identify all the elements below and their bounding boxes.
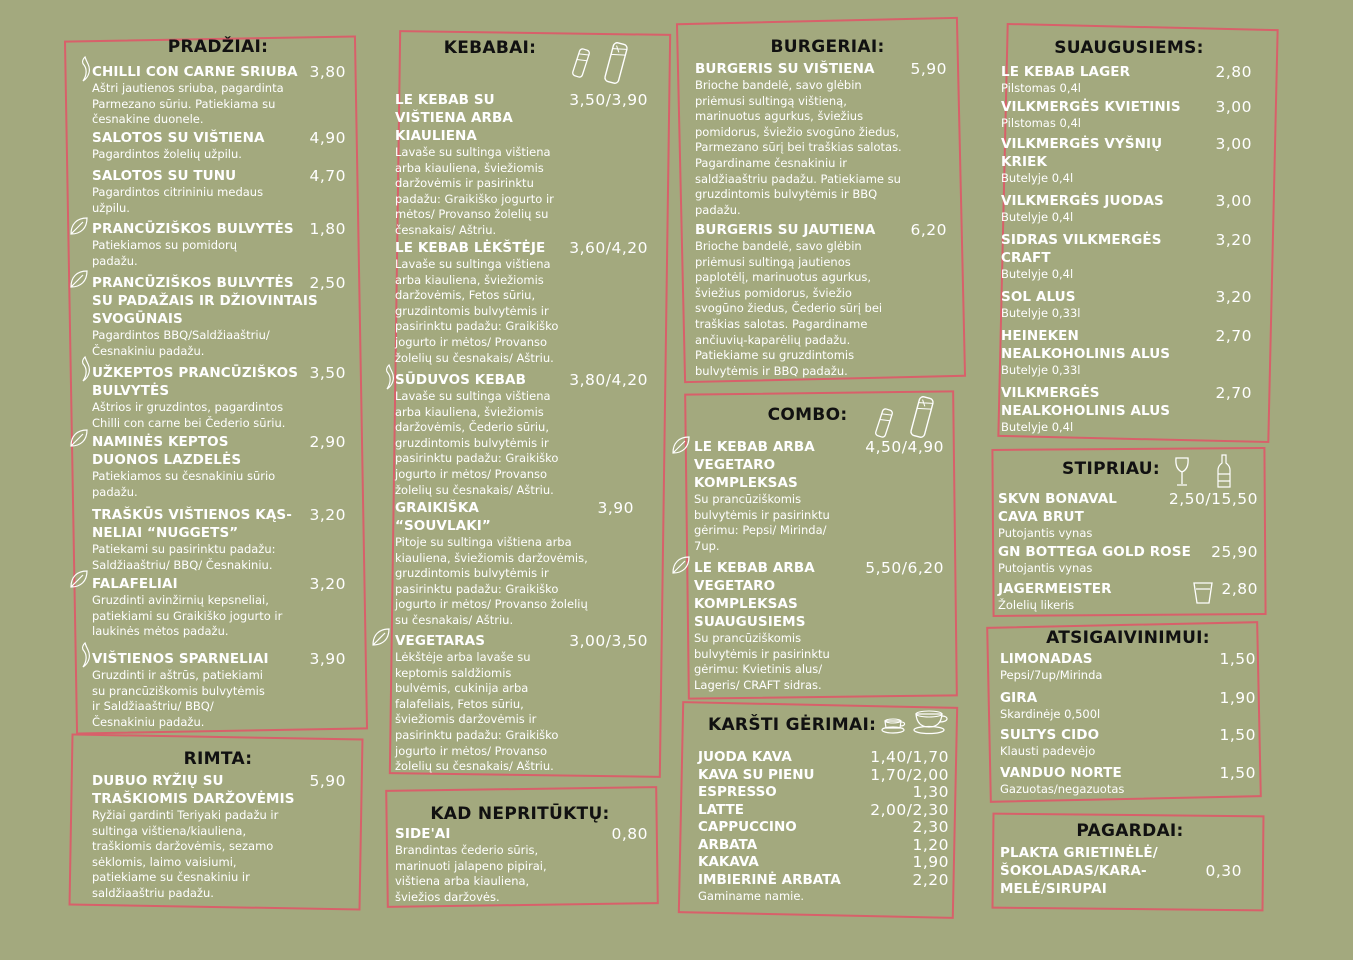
item-price: 1,20: [912, 835, 949, 854]
item-desc: Pagardintos žolelių užpilu.: [92, 147, 242, 161]
item-name: PRANCŪZIŠKOS BULVYTĖS: [92, 221, 294, 237]
menu-item: [1000, 650, 1256, 684]
item-desc: Aštri jautienos sriuba, pagardinta Parmezano sūriu. Patiekiama su česnakine duonele.: [92, 81, 284, 127]
item-desc: Žolelių likeris: [998, 598, 1075, 612]
item-name: KAVA SU PIENU: [698, 766, 815, 783]
item-price: 2,70: [1215, 327, 1252, 345]
item-desc: Patiekami su pasirinktu padažu: Saldžiaaštriu/ BBQ/ Česnakiniu.: [92, 542, 276, 572]
menu-item: [1001, 98, 1252, 132]
item-price: 1,50: [1219, 726, 1256, 744]
wrap-icon: [908, 394, 936, 444]
drink-row: [698, 802, 949, 820]
item-name: LE KEBAB LAGER: [1001, 64, 1131, 80]
item-desc: Brioche bandelė, savo glėbin priėmusi sultingą jautienos paplotėlį, marinuotus agurkus, šviežius pomidorus, šviežio svogūno žiedus, Čederio sūrį bei traškias salotas. Pagardiname ančiuvių-kaparėlių padažu. Patiekiame su gruzdintomis bulvytėmis ir BBQ padažu.: [695, 239, 883, 378]
item-price: 4,90: [309, 129, 346, 147]
item-desc: Pilstomas 0,4l: [1001, 81, 1081, 95]
section-title: KARŠTI GĖRIMAI:: [708, 715, 877, 735]
section-kad-nepritruktu: [380, 788, 660, 913]
menu-item: [395, 825, 648, 905]
item-desc: Su prancūziškomis bulvytėmis ir pasirinktu gėrimu: Pepsi/ Mirinda/ 7up.: [694, 492, 830, 553]
item-name: ARBATA: [698, 836, 758, 853]
item-name: LE KEBAB ARBA VEGETARO KOMPLEKSAS SUAUGUSIEMS: [694, 560, 815, 630]
item-desc: Ryžiai gardinti Teriyaki padažu ir sultinga vištiena/kiauliena, traškiomis daržovėmis, sezamo sėklomis, laimo vaisiumi, patiekiame su česnakiniu ir saldžiaaštriu padažu.: [92, 808, 279, 900]
item-desc: Patiekiamos su pomidorų padažu.: [92, 238, 238, 268]
item-name: GIRA: [1000, 690, 1038, 706]
section-stipriau: [992, 446, 1270, 618]
section-suaugusiems: [994, 22, 1284, 447]
coffee-cup-icon: [881, 716, 909, 738]
item-name: KAKAVA: [698, 854, 759, 870]
item-name: SOL ALUS: [1001, 289, 1076, 305]
menu-item: [1001, 192, 1252, 226]
item-price: 3,00: [1215, 135, 1252, 153]
item-price: 2,80: [1221, 580, 1258, 598]
item-price: 6,20: [910, 221, 947, 239]
item-price: 3,00: [1215, 98, 1252, 116]
drink-row: [698, 784, 949, 802]
item-price: 5,90: [309, 772, 346, 790]
item-price: 2,50/15,50: [1168, 490, 1258, 508]
item-desc: Gruzdinti ir aštrūs, patiekiami su prancūziškomis bulvytėmis ir Saldžiaaštriu/ BBQ/ Česnakiniu padažu.: [92, 668, 265, 729]
item-desc: Pagardintos citrininiu medaus užpilu.: [92, 185, 264, 215]
item-name: BURGERIS SU VIŠTIENA: [695, 61, 875, 77]
leaf-icon: [670, 554, 692, 576]
section-burgeriai: [680, 14, 965, 389]
item-name: LATTE: [698, 801, 744, 818]
menu-item: [395, 632, 648, 775]
item-name: SŪDUVOS KEBAB: [395, 372, 526, 388]
item-price: 2,70: [1215, 384, 1252, 402]
item-price: 4,50/4,90: [865, 438, 944, 456]
item-price: 2,90: [309, 433, 346, 451]
item-name: CAPPUCCINO: [698, 819, 797, 835]
wrap-icon: [570, 46, 592, 84]
item-price: 3,90: [309, 650, 346, 668]
item-name: BURGERIS SU JAUTIENA: [695, 222, 876, 238]
menu-item: [395, 371, 648, 498]
section-combo: [680, 388, 965, 703]
item-name: PLAKTA GRIETINĖLĖ/ ŠOKOLADAS/KARA- MELĖ/SIRUPAI: [1000, 845, 1158, 897]
chili-icon: [382, 364, 396, 390]
item-name: SULTYS CIDO: [1000, 727, 1100, 743]
item-price: 0,30: [1205, 862, 1242, 880]
wine-glass-icon: [1172, 456, 1192, 492]
menu-item: [92, 433, 346, 500]
menu-item: [998, 490, 1258, 542]
section-title: ATSIGAIVINIMUI:: [1046, 628, 1210, 648]
item-name: NAMINĖS KEPTOS DUONOS LAZDELĖS: [92, 434, 242, 468]
item-desc: Pitoje su sultinga vištiena arba kiauliena, šviežiomis daržovėmis, gruzdintomis bulvytėmis ir pasirinktu padažu: Graikiško jogurto ir mėtos/ Provanso žolelių su česnakais/ Aštriu.: [395, 535, 588, 627]
item-price: 1,90: [1219, 689, 1256, 707]
item-name: SALOTOS SU VIŠTIENA: [92, 130, 265, 146]
section-rimta: [76, 740, 360, 915]
item-desc: Lavaše su sultinga vištiena arba kiauliena, šviežiomis daržovėmis, Fetos sūriu, gruzdintomis bulvytėmis ir pasirinktu padažu: Graikiško jogurto ir mėtos/ Provanso žolelių su česnakais/ Aštriu.: [395, 257, 559, 365]
item-desc: Butelyje 0,4l: [1001, 210, 1074, 224]
item-desc: Putojantis vynas: [998, 561, 1093, 575]
item-desc: Brandintas čederio sūris, marinuoti jalapeno pipirai, vištiena arba kiauliena, šviežios daržovės.: [395, 843, 547, 904]
section-title: SUAUGUSIEMS:: [1054, 38, 1204, 58]
item-desc: Butelyje 0,33l: [1001, 306, 1081, 320]
leaf-icon: [670, 434, 692, 456]
item-price: 3,90: [597, 499, 634, 517]
item-desc: Butelyje 0,4l: [1001, 420, 1074, 434]
item-price: 3,20: [1215, 288, 1252, 306]
section-title: COMBO:: [767, 405, 848, 425]
item-desc: Patiekiamos su česnakiniu sūrio padažu.: [92, 469, 276, 499]
item-price: 1,80: [309, 220, 346, 238]
leaf-icon: [68, 568, 90, 590]
item-name: IMBIERINĖ ARBATA: [698, 871, 841, 888]
menu-item: [1000, 689, 1256, 723]
item-name: HEINEKEN NEALKOHOLINIS ALUS: [1001, 328, 1171, 362]
item-price: 4,70: [309, 167, 346, 185]
drink-row: [698, 819, 949, 837]
item-desc: Klausti padevėjo: [1000, 744, 1096, 758]
item-price: 3,50/3,90: [569, 91, 648, 109]
menu-item: [92, 772, 346, 902]
item-price: 1,50: [1219, 650, 1256, 668]
item-name: LE KEBAB SU VIŠTIENA ARBA KIAULIENA: [395, 92, 513, 144]
item-desc: Butelyje 0,4l: [1001, 267, 1074, 281]
item-price: 3,00/3,50: [569, 632, 648, 650]
item-name: UŽKEPTOS PRANCŪZIŠKOS BULVYTĖS: [92, 365, 299, 399]
item-price: 1,70/2,00: [870, 765, 949, 784]
menu-item: [92, 129, 346, 163]
menu-item: [395, 499, 648, 629]
menu-item: [92, 274, 346, 359]
item-price: 1,40/1,70: [870, 748, 949, 766]
menu-item: [998, 543, 1258, 577]
item-desc: Aštrios ir gruzdintos, pagardintos Chilli con carne bei Čederio sūriu.: [92, 400, 286, 430]
item-price: 2,50: [309, 274, 346, 292]
menu-item: [1001, 135, 1252, 187]
item-name: VANDUO NORTE: [1000, 765, 1122, 781]
item-name: LIMONADAS: [1000, 651, 1093, 667]
section-pradziai: [76, 30, 360, 740]
item-name: JAGERMEISTER: [998, 581, 1112, 597]
item-desc: Brioche bandelė, savo glėbin priėmusi sultingą vištieną, marinuotus agurkus, šviežius pomidorus, šviežio svogūno žiedus, Parmezano sūrį bei traškias salotas. Pagardiname česnakiniu ir saldžiaaštriu padažu. Patiekiame su gruzdintomis bulvytėmis ir BBQ padažu.: [695, 78, 902, 217]
menu-item: [92, 220, 346, 269]
section-title: KAD NEPRITŪKTŲ:: [430, 804, 610, 824]
section-title: STIPRIAU:: [1062, 459, 1160, 479]
item-name: VILKMERGĖS JUODAS: [1001, 193, 1164, 209]
menu-item: [1001, 327, 1252, 379]
item-desc: Gazuotas/negazuotas: [1000, 782, 1125, 796]
item-name: LE KEBAB LĖKŠTĖJE: [395, 240, 546, 256]
item-price: 3,50: [309, 364, 346, 382]
item-name: GN BOTTEGA GOLD ROSE: [998, 544, 1191, 560]
bottle-icon: [1217, 454, 1231, 492]
section-atsigaivinimui: [986, 620, 1270, 806]
item-name: SIDRAS VILKMERGĖS CRAFT: [1001, 232, 1162, 266]
item-name: ESPRESSO: [698, 784, 777, 800]
item-desc: Skardinėje 0,500l: [1000, 707, 1101, 721]
drink-row: [698, 837, 949, 855]
item-name: CHILLI CON CARNE SRIUBA: [92, 64, 298, 80]
coffee-cup-icon: [912, 709, 950, 739]
menu-item: [395, 239, 648, 366]
menu-item: [1000, 764, 1256, 798]
menu-item: [1001, 63, 1252, 97]
item-name: VILKMERGĖS VYŠNIŲ KRIEK: [1001, 136, 1163, 170]
section-karsti-gerimai: [680, 700, 965, 925]
item-price: 5,50/6,20: [865, 559, 944, 577]
item-price: 2,20: [912, 870, 949, 889]
item-desc: Butelyje 0,33l: [1001, 363, 1081, 377]
item-desc: Putojantis vynas: [998, 526, 1093, 540]
menu-item: [92, 364, 346, 431]
item-name: PRANCŪZIŠKOS BULVYTĖS SU PADAŽAIS IR DŽIOVINTAIS SVOGŪNAIS: [92, 275, 318, 327]
drink-row: [698, 872, 949, 890]
item-price: 1,30: [912, 783, 949, 801]
item-desc: Butelyje 0,4l: [1001, 171, 1074, 185]
item-price: 1,50: [1219, 764, 1256, 782]
leaf-icon: [370, 626, 392, 648]
menu-item: [1000, 726, 1256, 760]
item-desc: Pilstomas 0,4l: [1001, 116, 1081, 130]
item-name: FALAFELIAI: [92, 576, 178, 592]
section-title: KEBABAI:: [443, 38, 537, 58]
section-kebabai: [380, 28, 660, 783]
menu-item: [1001, 384, 1252, 436]
item-price: 3,80/4,20: [569, 371, 648, 389]
item-price: 5,90: [910, 60, 947, 78]
menu-item: [998, 580, 1258, 614]
chili-icon: [78, 642, 92, 668]
item-name: VIŠTIENOS SPARNELIAI: [92, 651, 269, 667]
item-desc: Gruzdinti avinžirnių kepsneliai, patiekiami su Graikiško jogurto ir laukinės mėtos padažu.: [92, 593, 283, 639]
item-name: TRAŠKŪS VIŠTIENOS KĄS- NELIAI “NUGGETS”: [92, 507, 292, 541]
item-name: VEGETARAS: [395, 633, 486, 649]
item-price: 0,80: [611, 825, 648, 843]
item-name: DUBUO RYŽIŲ SU TRAŠKIOMIS DARŽOVĖMIS: [92, 773, 295, 807]
section-title: PRADŽIAI:: [167, 37, 269, 57]
drink-row: [698, 854, 949, 872]
item-price: 3,20: [309, 506, 346, 524]
section-pagardai: [992, 812, 1268, 912]
item-price: 3,20: [309, 575, 346, 593]
hot-drinks-list: [698, 748, 949, 903]
item-desc: Pagardintos BBQ/Saldžiaaštriu/ Česnakiniu padažu.: [92, 328, 270, 358]
item-price: 1,90: [912, 853, 949, 871]
item-price: 2,00/2,30: [870, 800, 949, 819]
menu-item: [92, 506, 346, 573]
item-desc: Lėkštėje arba lavaše su keptomis saldžiomis bulvėmis, cukinija arba falafeliais, Fetos sūriu, šviežiomis daržovėmis ir pasirinktu padažu: Graikiško jogurto ir mėtos/ Provanso žolelių su česnakais/ Aštriu.: [395, 650, 559, 774]
menu-item: [694, 438, 944, 554]
wrap-icon: [602, 40, 630, 90]
section-title: BURGERIAI:: [770, 37, 885, 57]
item-name: SIDE'AI: [395, 826, 451, 842]
item-price: 3,20: [1215, 231, 1252, 249]
item-name: JUODA KAVA: [698, 749, 792, 765]
menu-item: [92, 167, 346, 216]
menu-item: [1001, 231, 1252, 283]
item-desc: Su prancūziškomis bulvytėmis ir pasirinktu gėrimu: Kvietinis alus/ Lageris/ CRAFT sidras.: [694, 631, 830, 692]
menu-item: [92, 650, 346, 730]
menu-item: [695, 60, 947, 218]
item-price: 3,00: [1215, 192, 1252, 210]
item-name: GRAIKIŠKA “SOUVLAKI”: [395, 500, 491, 534]
item-name: SKVN BONAVAL CAVA BRUT: [998, 491, 1118, 525]
leaf-icon: [68, 215, 90, 237]
menu-item: [695, 221, 947, 379]
item-price: 2,30: [912, 818, 949, 836]
chili-icon: [78, 356, 92, 382]
item-name: LE KEBAB ARBA VEGETARO KOMPLEKSAS: [694, 439, 815, 491]
item-price: 3,80: [309, 63, 346, 81]
item-price: 3,60/4,20: [569, 239, 648, 257]
hot-drinks-note: Gaminame namie.: [698, 889, 805, 903]
leaf-icon: [68, 427, 90, 449]
item-desc: Pepsi/7up/Mirinda: [1000, 668, 1103, 682]
item-desc: Lavaše su sultinga vištiena arba kiauliena, šviežiomis daržovėmis, Čederio sūriu, gruzdintomis bulvytėmis ir pasirinktu padažu: Graikiško jogurto ir mėtos/ Provanso žolelių su česnakais/ Aštriu.: [395, 389, 559, 497]
menu-item: [92, 63, 346, 128]
leaf-icon: [68, 268, 90, 290]
menu-item: [1000, 844, 1250, 898]
drink-row: [698, 749, 949, 767]
item-name: VILKMERGĖS NEALKOHOLINIS ALUS: [1001, 385, 1171, 419]
drink-row: [698, 767, 949, 785]
section-title: RIMTA:: [183, 749, 253, 769]
item-price: 2,80: [1215, 63, 1252, 81]
item-name: SALOTOS SU TUNU: [92, 168, 237, 184]
item-price: 25,90: [1211, 543, 1258, 561]
menu-item: [1001, 288, 1252, 322]
menu-item: [92, 575, 346, 640]
chili-icon: [78, 56, 92, 82]
menu-item: [694, 559, 944, 693]
item-desc: Lavaše su sultinga vištiena arba kiauliena, šviežiomis daržovėmis ir pasirinktu padažu: Graikiško jogurto ir mėtos/ Provanso žolelių su česnakais/ Aštriu.: [395, 145, 554, 237]
menu-item: [395, 91, 648, 239]
item-name: VILKMERGĖS KVIETINIS: [1001, 99, 1181, 115]
section-title: PAGARDAI:: [1076, 821, 1184, 841]
